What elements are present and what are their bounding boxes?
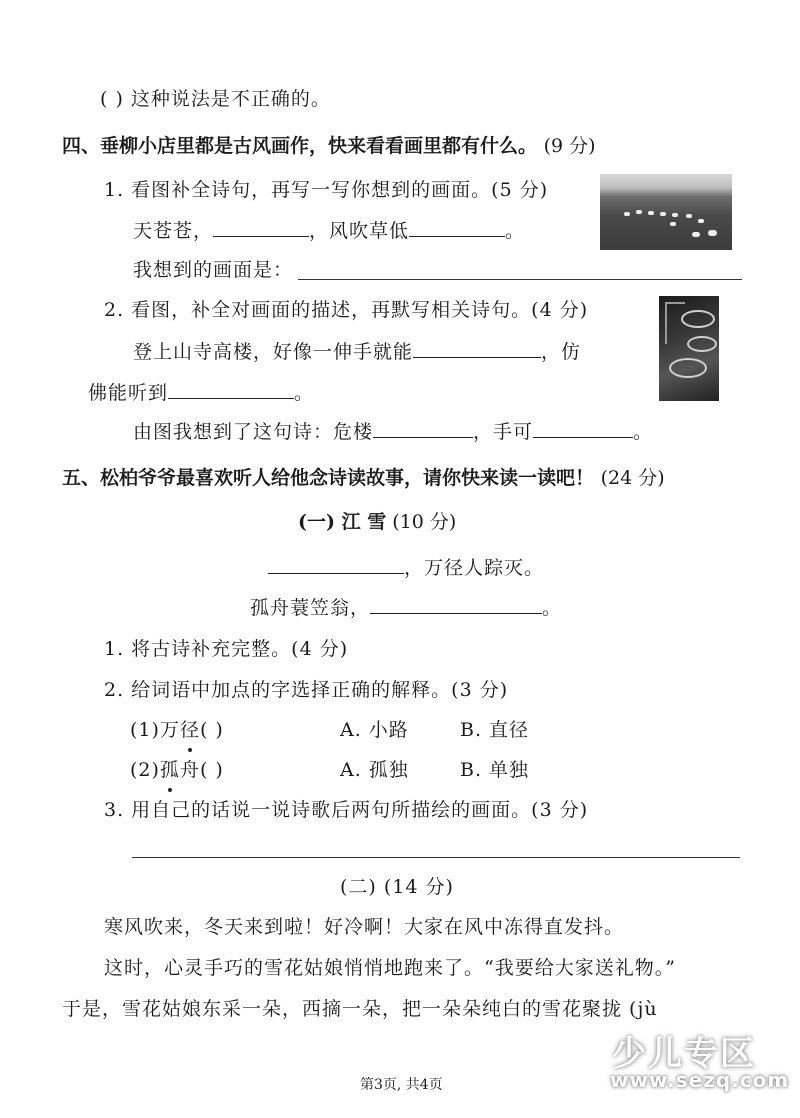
grassland-sheep-photo [600,174,732,250]
poem2-text-a: 由图我想到了这句诗：危楼 [133,421,374,443]
watermark-brand: 少儿专区 [612,1034,756,1074]
desc-text-d: 。 [294,382,315,404]
opt1-dotted-char: 径 [179,719,200,741]
page-number: 第3页, 共4页 [360,1077,443,1093]
desc-text-b: ，仿 [541,341,582,363]
option-row-1 [130,717,224,743]
poem-line2-end: 。 [542,597,563,619]
s5-q2: 2. 给词语中加点的字选择正确的解释。(3 分) [104,679,509,701]
blank-1[interactable] [213,216,309,237]
opt1-choice-a: A. 小路 [340,719,409,741]
blank-4[interactable] [168,378,294,399]
blank-3[interactable] [413,337,541,358]
statement-text: 这种说法是不正确的。 [130,88,331,110]
s4-q2-poem-line [133,417,653,445]
opt2-choice-a: A. 孤独 [340,759,409,781]
blank-7[interactable] [268,553,404,574]
blank-8[interactable] [370,593,542,614]
opt2-num: (2) [130,759,160,781]
s5-q1: 1. 将古诗补充完整。(4 分) [104,638,349,660]
s4-q2-desc-line1 [133,337,581,365]
poem2-text-b: ，手可 [473,421,534,443]
desc-text-c: 佛能听到 [88,382,169,404]
s4-q1-poem-line [133,216,525,244]
section4-score: (9 分) [543,135,596,157]
opt1-choice-b: B. 直径 [460,719,530,741]
part1-title: (一) 江 雪 [298,511,387,533]
s4-q2-desc-line2 [88,378,314,406]
answer-line-imagine[interactable] [298,279,742,280]
story-paragraph-1: 寒风吹来，冬天来到啦！好冷啊！大家在风中冻得直发抖。 [104,916,625,938]
poem-text-a: 天苍苍， [133,220,214,242]
section4-heading [62,133,596,159]
s4-q2-prompt: 2. 看图，补全对画面的描述，再默写相关诗句。(4 分) [104,299,589,321]
part1-heading [298,509,456,535]
story-paragraph-2: 这时，心灵手巧的雪花姑娘悄悄地跑来了。“我要给大家送礼物。” [104,957,676,979]
answer-paren: ( ) [100,88,124,110]
section4-title: 四、垂柳小店里都是古风画作，快来看看画里都有什么。 [62,135,538,157]
option-row-2 [130,757,224,783]
poem-text-b: ，风吹草低 [309,220,410,242]
desc-text-a: 登上山寺高楼，好像一伸手就能 [133,341,414,363]
poem-text-c: 。 [505,220,526,242]
section5-score: (24 分) [600,467,665,489]
temple-tower-photo [659,296,719,401]
s4-q1-prompt: 1. 看图补全诗句，再写一写你想到的画面。(5 分) [104,179,549,201]
opt1-num: (1) [130,719,160,741]
answer-paren-line [100,86,331,112]
opt2-answer-paren[interactable]: ( ) [199,759,224,781]
opt2-choice-b: B. 单独 [460,759,530,781]
s5-q3: 3. 用自己的话说一说诗歌后两句所描绘的画面。(3 分) [104,799,589,821]
answer-line-q3[interactable] [132,857,740,858]
poem-line1 [268,553,544,581]
opt2-dotted-char: 孤 [159,759,180,781]
part1-score: (10 分) [392,511,457,533]
s4-q1-imagine-label: 我想到的画面是： [133,259,294,281]
opt1-word-a: 万 [159,719,180,741]
section5-title: 五、松柏爷爷最喜欢听人给他念诗读故事，请你快来读一读吧！ [62,467,595,489]
blank-2[interactable] [409,216,505,237]
blank-5[interactable] [373,417,473,438]
poem-line2-text: 孤舟蓑笠翁， [250,597,371,619]
watermark-url: www.sezq.com [610,1068,790,1092]
poem2-text-c: 。 [633,421,654,443]
poem-line1-text: ，万径人踪灭。 [404,557,545,579]
opt1-answer-paren[interactable]: ( ) [199,719,224,741]
section5-heading [62,465,665,491]
opt2-word-b: 舟 [179,759,200,781]
poem-line2 [250,593,562,621]
part2-heading: (二) (14 分) [340,876,454,898]
story-paragraph-3: 于是，雪花姑娘东采一朵，西摘一朵，把一朵朵纯白的雪花聚拢 (jù [62,998,658,1020]
blank-6[interactable] [533,417,633,438]
